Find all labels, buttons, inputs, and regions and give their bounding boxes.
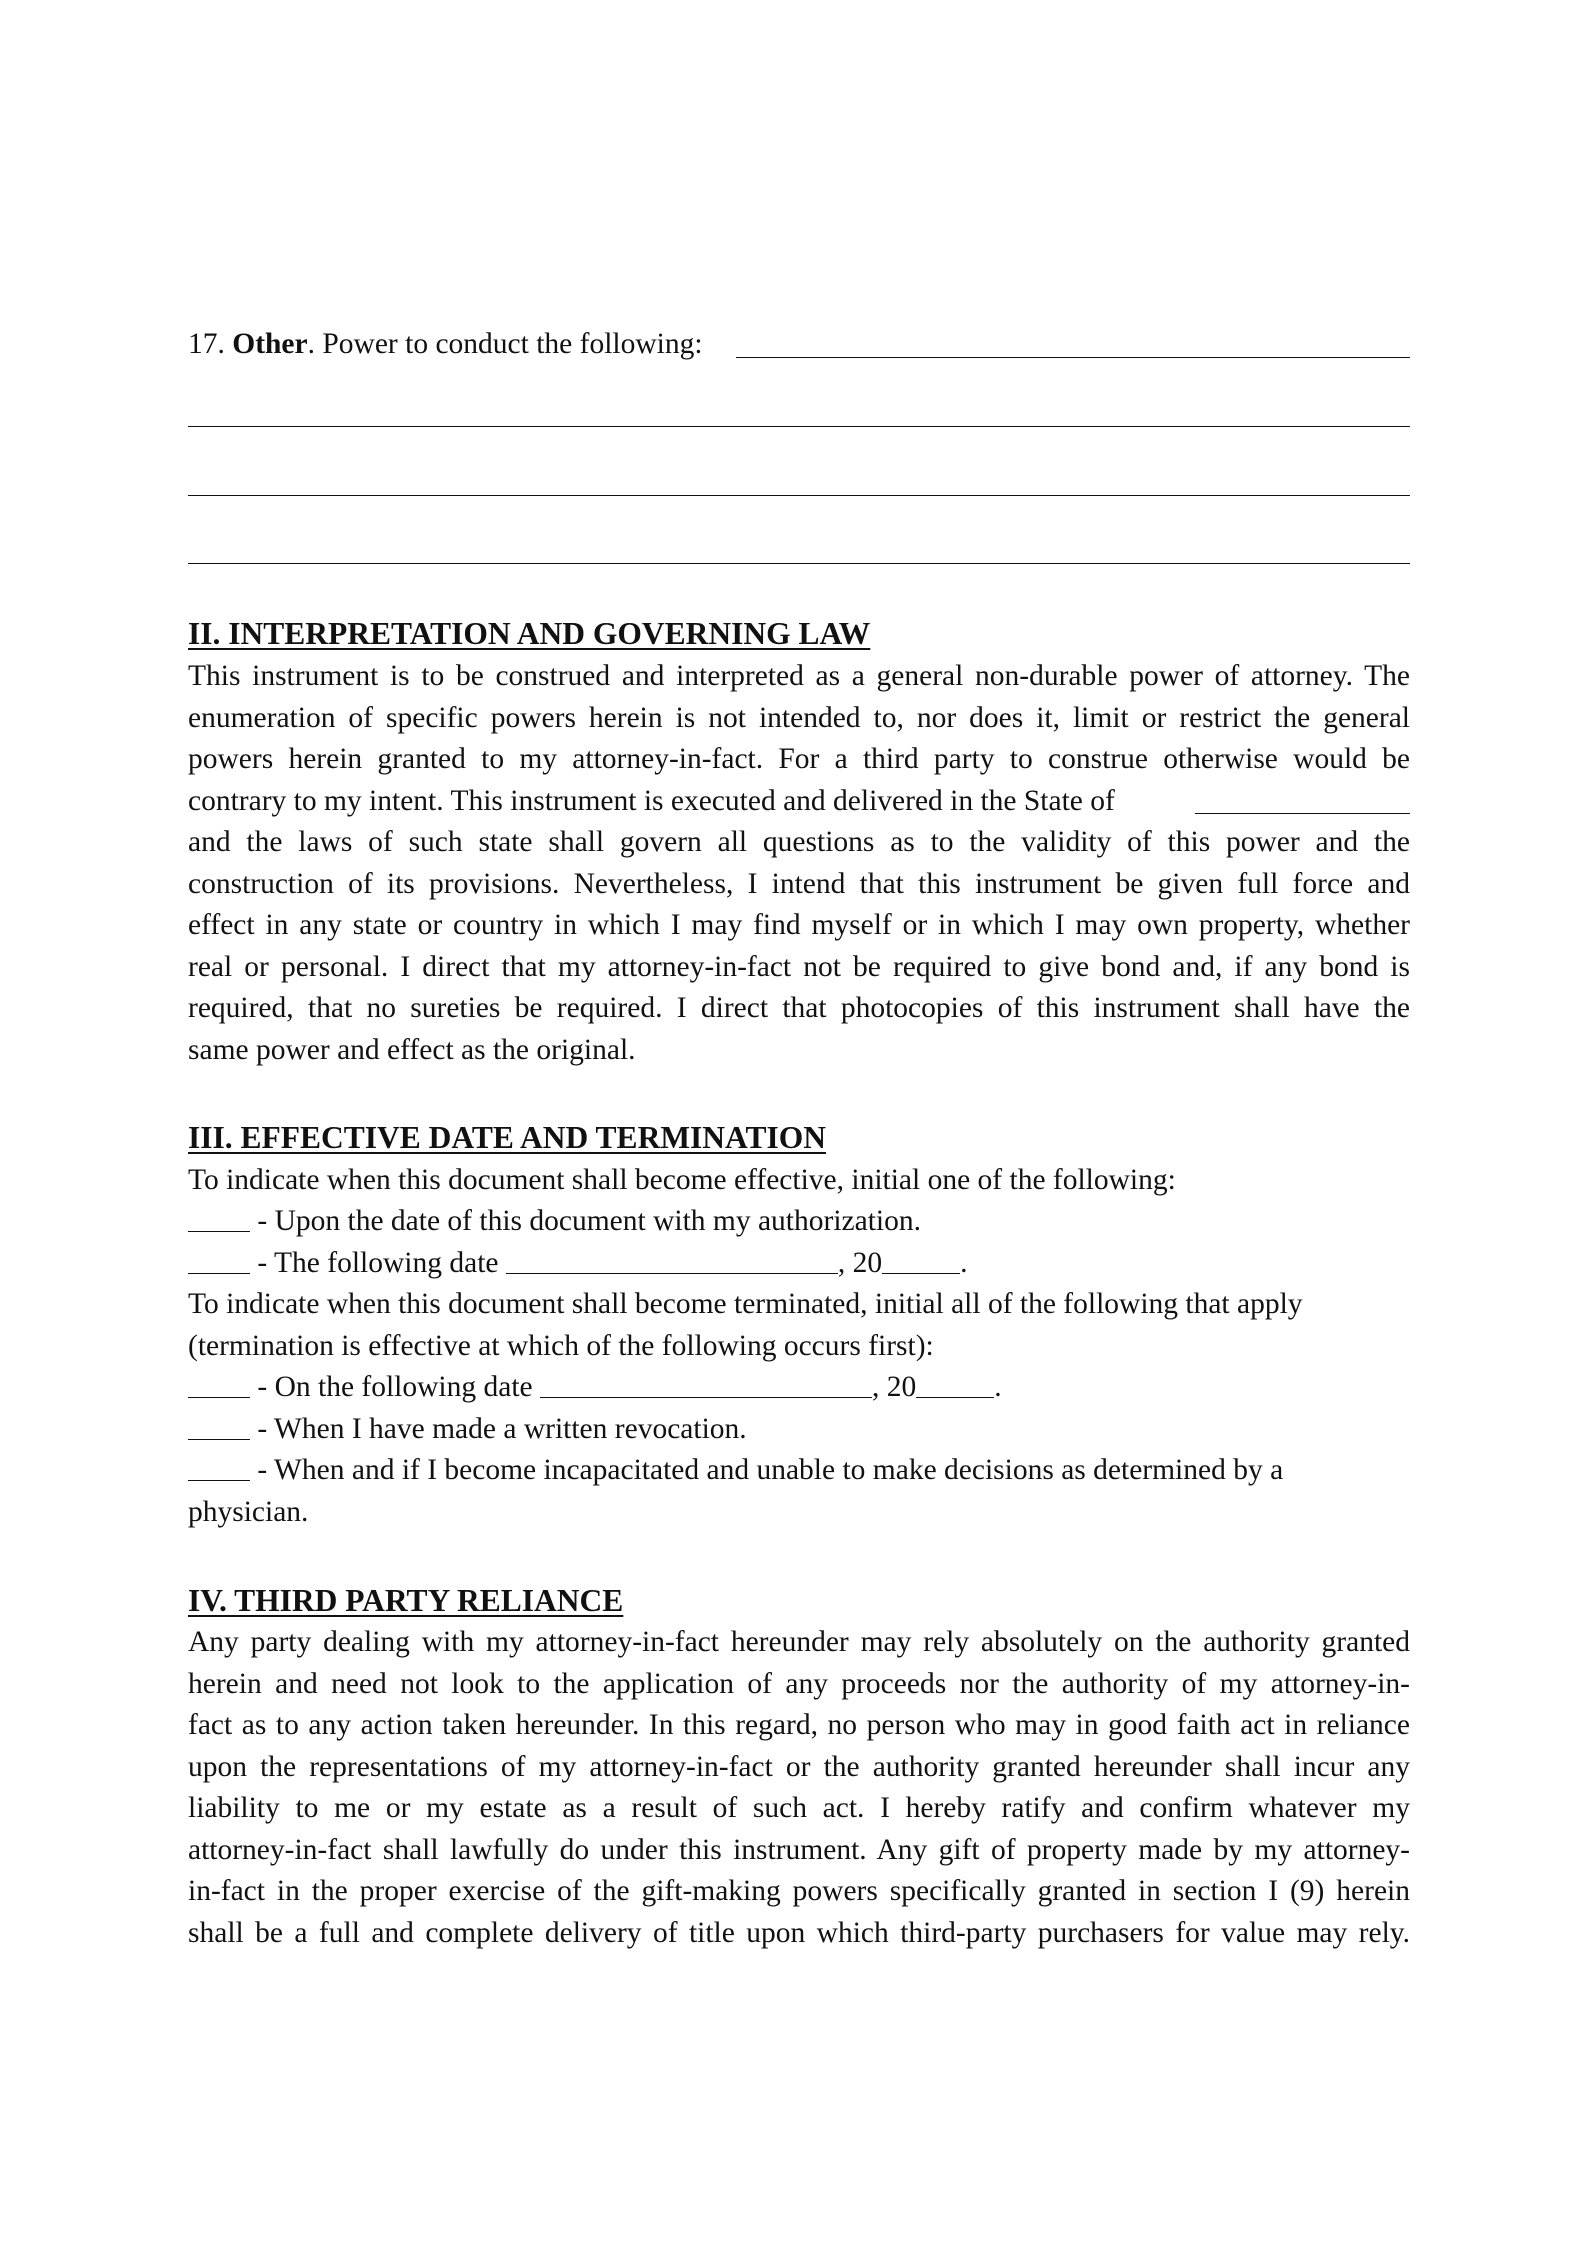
section-2-line-3: powers herein granted to my attorney-in-fact. For a third party to construe otherwise would be xyxy=(188,743,1410,775)
termination-option-2 xyxy=(188,1409,1410,1451)
item-17-line xyxy=(188,324,1410,366)
section-3-heading: III. EFFECTIVE DATE AND TERMINATION xyxy=(188,1120,826,1155)
year-blank[interactable] xyxy=(916,1371,994,1398)
section-2-line-4 xyxy=(188,781,1410,823)
section-2-line-1: This instrument is to be construed and interpreted as a general non-durable power of attorney. The xyxy=(188,660,1410,692)
item-17-blank-inline[interactable] xyxy=(736,357,1410,358)
section-2-line-5: and the laws of such state shall govern all questions as to the validity of this power and the xyxy=(188,826,1410,858)
termination-option-1-text: - On the following date xyxy=(257,1371,533,1403)
section-4-line-6: attorney-in-fact shall lawfully do under this instrument. Any gift of property made by my attorney- xyxy=(188,1834,1410,1866)
termination-option-3 xyxy=(188,1450,1410,1492)
section-4-line-5: liability to me or my estate as a result of such act. I hereby ratify and confirm whatever my xyxy=(188,1792,1410,1824)
year-prefix: , 20 xyxy=(837,1247,883,1279)
termination-option-1 xyxy=(188,1367,1410,1409)
section-4-line-7: in-fact in the proper exercise of the gift-making powers specifically granted in section I (9) herein xyxy=(188,1875,1410,1907)
section-2-line-9: required, that no sureties be required. I direct that photocopies of this instrument shall have the xyxy=(188,992,1410,1024)
section-4-line-3: fact as to any action taken hereunder. In this regard, no person who may in good faith act in reliance xyxy=(188,1709,1410,1741)
section-2-line-7: effect in any state or country in which I may find myself or in which I may own property, whether xyxy=(188,909,1410,941)
year-blank[interactable] xyxy=(882,1247,960,1274)
termination-option-3-text: - When and if I become incapacitated and unable to make decisions as determined by a xyxy=(257,1454,1284,1486)
initial-blank[interactable] xyxy=(188,1205,250,1232)
section-4-line-2: herein and need not look to the application of any proceeds nor the authority of my attorney-in- xyxy=(188,1668,1410,1700)
section-4-line-8: shall be a full and complete delivery of title upon which third-party purchasers for value may rely. xyxy=(188,1917,1410,1949)
section-4-line-1: Any party dealing with my attorney-in-fact hereunder may rely absolutely on the authority granted xyxy=(188,1626,1410,1658)
section-2-line-8: real or personal. I direct that my attorney-in-fact not be required to give bond and, if any bond is xyxy=(188,951,1410,983)
initial-blank[interactable] xyxy=(188,1413,250,1440)
termination-option-2-text: - When I have made a written revocation. xyxy=(257,1413,747,1445)
effective-option-2 xyxy=(188,1243,1410,1285)
period: . xyxy=(994,1371,1002,1403)
effective-option-1 xyxy=(188,1201,1410,1243)
item-17-blank-line-1[interactable] xyxy=(188,426,1410,427)
termination-option-3-cont: physician. xyxy=(188,1496,309,1528)
initial-blank[interactable] xyxy=(188,1371,250,1398)
item-17-label: Other xyxy=(232,328,308,360)
effective-option-1-text: - Upon the date of this document with my authorization. xyxy=(257,1205,921,1237)
section-2-line-10: same power and effect as the original. xyxy=(188,1034,636,1066)
date-blank[interactable] xyxy=(540,1371,872,1398)
section-2-line-4-text: contrary to my intent. This instrument is executed and delivered in the State of xyxy=(188,785,1115,817)
initial-blank[interactable] xyxy=(188,1247,250,1274)
item-17-text: . Power to conduct the following: xyxy=(307,328,703,360)
effective-intro: To indicate when this document shall become effective, initial one of the following: xyxy=(188,1164,1176,1196)
section-2-line-2: enumeration of specific powers herein is not intended to, nor does it, limit or restrict the general xyxy=(188,702,1410,734)
effective-option-2-text: - The following date xyxy=(257,1247,499,1279)
item-17-blank-line-3[interactable] xyxy=(188,563,1410,564)
year-prefix: , 20 xyxy=(872,1371,917,1403)
state-blank[interactable] xyxy=(1195,813,1410,814)
period: . xyxy=(960,1247,968,1279)
date-blank[interactable] xyxy=(506,1247,838,1274)
initial-blank[interactable] xyxy=(188,1454,250,1481)
section-4-heading: IV. THIRD PARTY RELIANCE xyxy=(188,1583,624,1618)
item-17-number: 17. xyxy=(188,328,225,360)
termination-intro-1: To indicate when this document shall become terminated, initial all of the following that apply xyxy=(188,1288,1303,1320)
termination-intro-2: (termination is effective at which of the following occurs first): xyxy=(188,1330,934,1362)
section-2-heading: II. INTERPRETATION AND GOVERNING LAW xyxy=(188,616,871,651)
section-2-line-6: construction of its provisions. Nevertheless, I intend that this instrument be given full force and xyxy=(188,868,1410,900)
section-4-line-4: upon the representations of my attorney-in-fact or the authority granted hereunder shall incur any xyxy=(188,1751,1410,1783)
item-17-blank-line-2[interactable] xyxy=(188,495,1410,496)
